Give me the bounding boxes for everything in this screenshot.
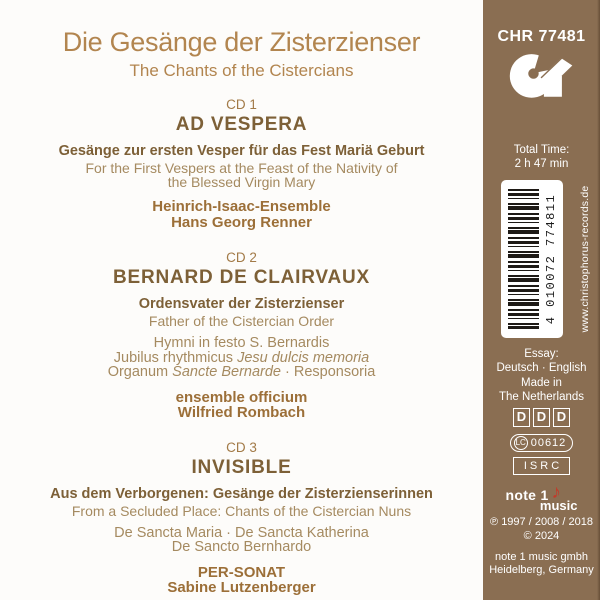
cd2-work-line3-prefix: Organum — [107, 364, 173, 380]
publisher-info — [483, 551, 600, 577]
essay-languages: Deutsch · English — [496, 362, 587, 374]
ddd-letter-box: D — [553, 408, 570, 427]
label-website: www.christophorus-records.de — [579, 185, 591, 333]
cd2-title: BERNARD DE CLAIRVAUX — [112, 267, 371, 288]
cd1-director: Hans Georg Renner — [171, 213, 312, 231]
cd1-title: AD VESPERA — [175, 114, 308, 135]
cd2-subtitle-german: Ordensvater der Zisterzienser — [138, 296, 345, 312]
lc-icon: LC — [514, 436, 528, 450]
cd3-subtitle-german: Aus dem Verborgenen: Gesänge der Zisterzienserinnen — [50, 485, 433, 502]
cd2-work-line3-suffix: · Responsoria — [281, 364, 376, 380]
christophorus-logo-icon — [483, 50, 600, 105]
cd3-subtitle-english: From a Secluded Place: Chants of the Cistercian Nuns — [71, 502, 412, 519]
publisher-name: note 1 music gmbh — [495, 551, 588, 563]
cd2-work-line1: Hymni in festo S. Bernardis — [153, 335, 330, 351]
album-title-german: Die Gesänge der Zisterzienser — [62, 27, 421, 57]
cd1-label: CD 1 — [226, 97, 257, 112]
label-website-column — [577, 180, 593, 338]
made-in-line2: The Netherlands — [498, 391, 585, 403]
cd2-artists — [0, 390, 483, 421]
made-in-line1: Made in — [521, 377, 562, 389]
cd3-work-line1: De Sancta Maria · De Sancta Katherina — [114, 524, 369, 541]
cd2-director: Wilfried Rombach — [177, 404, 306, 421]
cd1-artists — [0, 199, 483, 230]
cd3-director: Sabine Lutzenberger — [167, 579, 316, 596]
essay-label: Essay: — [524, 348, 559, 360]
ddd-letter-box: D — [513, 408, 530, 427]
label-code-pill — [510, 434, 574, 452]
cd2-work-line3-title: Sancte Bernarde — [172, 364, 281, 380]
cd3-artists — [0, 565, 483, 596]
barcode-number-column — [540, 180, 562, 338]
cd2-work-line2-prefix: Jubilus rhythmicus — [113, 349, 238, 366]
cd1-subtitle-english — [0, 161, 483, 189]
cd1-section — [0, 97, 483, 230]
note1-music-logo-lockup — [505, 482, 578, 513]
isrc-badge — [483, 456, 600, 475]
album-header — [0, 0, 483, 81]
total-time — [483, 143, 600, 171]
cd3-work-line2: De Sancto Bernhardo — [171, 539, 312, 555]
rights-years — [483, 516, 600, 543]
cd1-subtitle-german: Gesänge zur ersten Vesper für das Fest Mariä Geburt — [58, 143, 425, 159]
label-code-number: 00612 — [530, 437, 567, 449]
note1-logo-text2: music — [539, 498, 578, 513]
ddd-recording-logo — [483, 408, 600, 427]
cd2-work-line3 — [0, 365, 483, 380]
cd3-ensemble: PER-SONAT — [197, 563, 286, 581]
music-note-icon: ♪ — [551, 482, 561, 503]
cd1-subtitle-english-line2: the Blessed Virgin Mary — [167, 174, 316, 190]
ddd-letter-box: D — [533, 408, 550, 427]
total-time-value: 2 h 47 min — [514, 158, 569, 170]
made-in-info — [483, 376, 600, 404]
cd1-ensemble: Heinrich-Isaac-Ensemble — [152, 198, 331, 215]
cd2-section — [0, 250, 483, 421]
cd2-work-line2 — [0, 351, 483, 366]
cd2-ensemble: ensemble officium — [175, 388, 308, 406]
barcode-bars — [508, 189, 539, 329]
phonogram-years: ℗ 1997 / 2008 / 2018 — [490, 516, 593, 528]
cd1-subtitle-english-line1: For the First Vespers at the Feast of the Nativity of — [85, 160, 398, 176]
barcode-number: 4 010072 774811 — [544, 193, 558, 325]
catalog-number: CHR 77481 — [497, 28, 586, 45]
cd2-work-line2-title: Jesu dulcis memoria — [237, 349, 370, 366]
copyright-year: © 2024 — [523, 529, 560, 542]
isrc-label: ISRC — [513, 457, 570, 475]
barcode — [501, 180, 589, 343]
publisher-location: Heidelberg, Germany — [489, 564, 594, 576]
cd3-label: CD 3 — [226, 439, 257, 455]
cd3-section — [0, 440, 483, 596]
cd2-works-list — [0, 336, 483, 380]
cd3-works-list — [0, 526, 483, 555]
note1-logo-text1: note 1 — [505, 487, 549, 503]
label-code-badge — [483, 432, 600, 452]
cover-sidebar — [483, 0, 600, 600]
essay-info — [483, 347, 600, 375]
cd2-label: CD 2 — [226, 250, 257, 265]
cd2-subtitle-english: Father of the Cistercian Order — [148, 313, 335, 329]
cd3-title: INVISIBLE — [191, 456, 292, 478]
note1-music-logo — [483, 482, 600, 518]
album-title-english: The Chants of the Cistercians — [129, 61, 354, 80]
barcode-box — [501, 180, 563, 338]
total-time-label: Total Time: — [513, 144, 570, 156]
